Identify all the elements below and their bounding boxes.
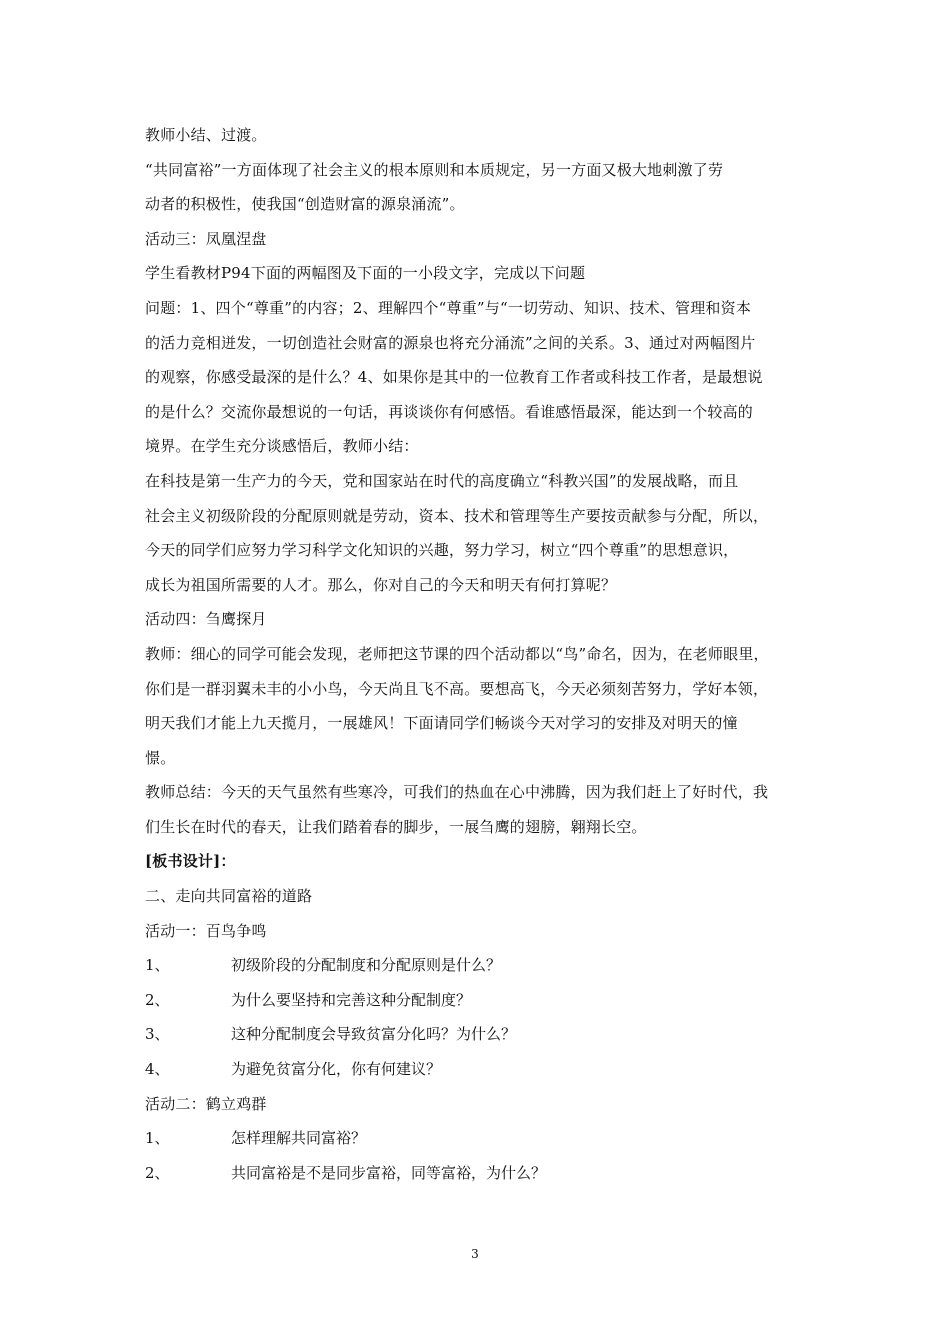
list-item-text: 共同富裕是不是同步富裕，同等富裕，为什么？	[231, 1163, 547, 1182]
text-line: 你们是一群羽翼未丰的小小鸟，今天尚且飞不高。要想高飞，今天必须刻苦努力，学好本领，	[145, 679, 769, 698]
list-item-number: 2、	[145, 990, 170, 1009]
page-number: 3	[471, 1247, 479, 1261]
list-item-text: 为避免贫富分化，你有何建议？	[231, 1060, 442, 1079]
list-item	[145, 1121, 815, 1156]
text-line: 成长为祖国所需要的人才。那么，你对自己的今天和明天有何打算呢？	[145, 575, 617, 594]
text-line: 社会主义初级阶段的分配原则就是劳动，资本、技术和管理等生产要按贡献参与分配，所以，	[145, 506, 769, 525]
text-line: 教师总结：今天的天气虽然有些寒冷，可我们的热血在心中沸腾，因为我们赶上了好时代，我	[145, 783, 769, 802]
text-line: 教师小结、过渡。	[145, 126, 267, 144]
text-line: 境界。在学生充分谈感悟后，教师小结：	[145, 437, 419, 456]
activity-two-title: 活动二：鹤立鸡群	[145, 1094, 267, 1113]
text-line: 问题：1、四个“尊重”的内容；2、理解四个“尊重”与“一切劳动、知识、技术、管理和资本	[145, 298, 752, 317]
text-line: 学生看教材P94下面的两幅图及下面的一小段文字，完成以下问题	[145, 264, 586, 283]
text-line: 教师：细心的同学可能会发现，老师把这节课的四个活动都以“鸟”命名，因为，在老师眼里，	[145, 644, 769, 663]
text-line: 动者的积极性，使我国“创造财富的源泉涌流”。	[145, 195, 465, 214]
text-line: 们生长在时代的春天，让我们踏着春的脚步，一展刍鹰的翅膀，翱翔长空。	[145, 817, 647, 836]
activity-one-title: 活动一：百鸟争鸣	[145, 921, 267, 940]
list-item-text: 初级阶段的分配制度和分配原则是什么？	[231, 956, 502, 975]
list-item	[145, 1017, 815, 1052]
list-item-number: 3、	[145, 1025, 170, 1044]
text-line: 明天我们才能上九天揽月，一展雄风！下面请同学们畅谈今天对学习的安排及对明天的憧	[145, 714, 738, 733]
list-item-text: 为什么要坚持和完善这种分配制度？	[231, 990, 472, 1009]
list-item-number: 4、	[145, 1060, 170, 1079]
list-item-number: 1、	[145, 1129, 170, 1148]
list-item-number: 2、	[145, 1163, 170, 1182]
text-line: 在科技是第一生产力的今天，党和国家站在时代的高度确立“科教兴国”的发展战略，而且	[145, 471, 739, 490]
document-body	[145, 118, 815, 1190]
list-item-text: 这种分配制度会导致贫富分化吗？为什么？	[231, 1025, 517, 1044]
list-item	[145, 948, 815, 983]
list-item-number: 1、	[145, 956, 170, 975]
text-line: 的是什么？交流你最想说的一句话，再谈谈你有何感悟。看谁感悟最深，能达到一个较高的	[145, 402, 754, 421]
section-title: 二、走向共同富裕的道路	[145, 887, 313, 906]
text-line: 憬。	[145, 748, 176, 767]
text-line: 今天的同学们应努力学习科学文化知识的兴趣，努力学习，树立“四个尊重”的思想意识，	[145, 541, 739, 560]
board-design-heading: [板书设计]：	[145, 852, 236, 871]
list-item	[145, 1156, 815, 1191]
text-line: 的活力竞相迸发，一切创造社会财富的源泉也将充分涌流”之间的关系。3、通过对两幅图片	[145, 333, 756, 352]
list-item	[145, 1052, 815, 1087]
list-item-text: 怎样理解共同富裕？	[231, 1129, 367, 1148]
activity-heading: 活动三：凤凰涅盘	[145, 229, 267, 248]
activity-heading: 活动四：刍鹰探月	[145, 610, 267, 629]
text-line: 的观察，你感受最深的是什么？4、如果你是其中的一位教育工作者或科技工作者，是最想说	[145, 368, 763, 387]
list-item	[145, 983, 815, 1018]
text-line: “共同富裕”一方面体现了社会主义的根本原则和本质规定，另一方面又极大地刺激了劳	[145, 160, 724, 179]
